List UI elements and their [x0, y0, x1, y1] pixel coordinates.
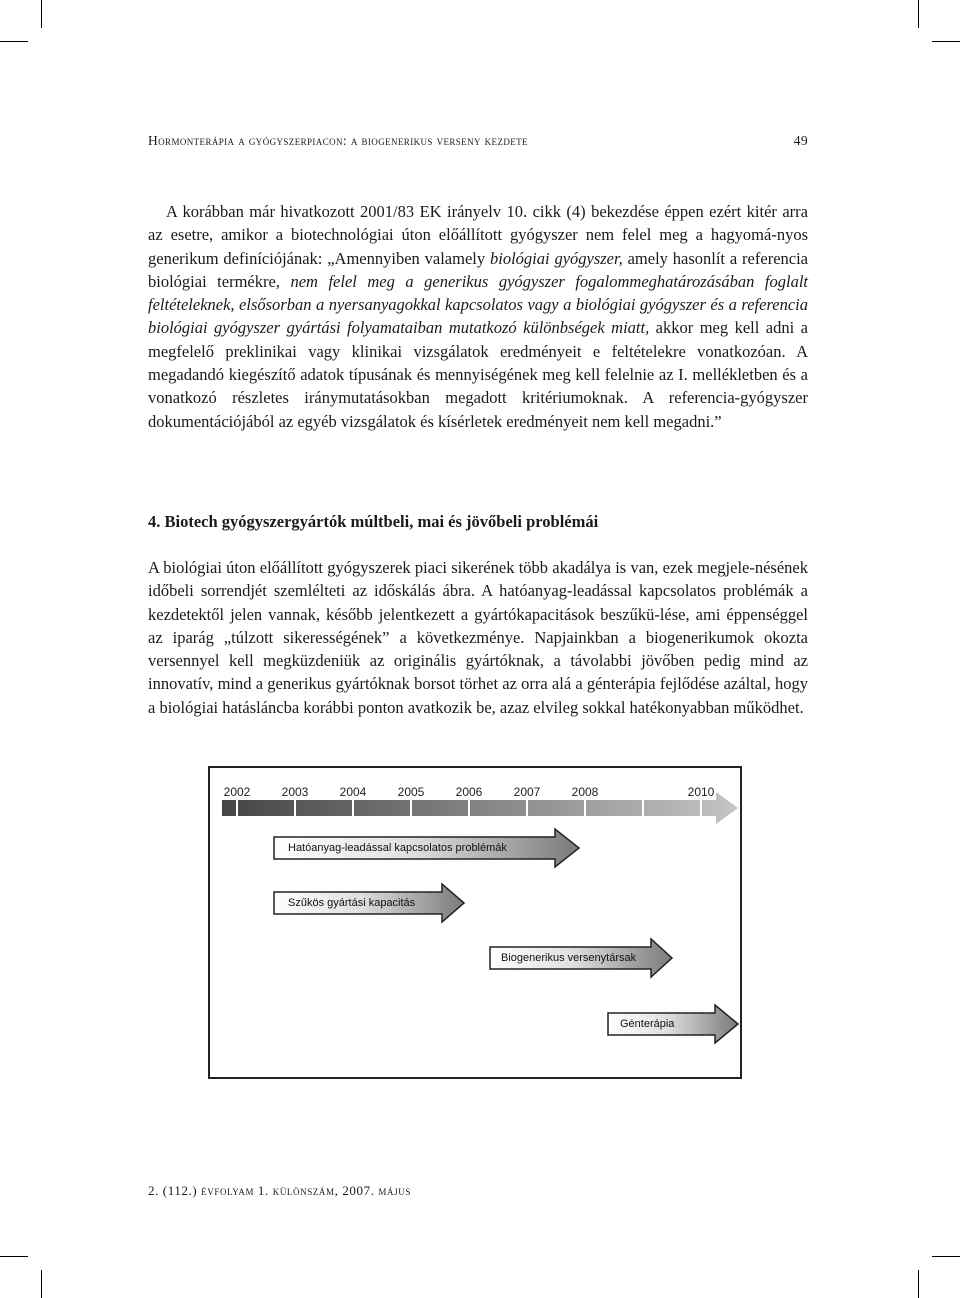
timeline-axis-arrow [222, 792, 738, 824]
crop-mark-bottom-right-v [918, 1270, 919, 1298]
paragraph-directive-quote [148, 200, 808, 433]
section-heading: 4. Biotech gyógyszergyártók múltbeli, mai és jövőbeli problémái [148, 512, 599, 531]
crop-mark-top-right-v [918, 0, 919, 28]
year-label: 2002 [223, 785, 251, 799]
year-label: 2004 [339, 785, 367, 799]
paragraph-italic: biológiai gyógyszer, [490, 248, 623, 268]
timeline-figure [208, 766, 742, 1079]
crop-mark-bottom-right-h [932, 1256, 960, 1257]
bar-label-capacity: Szűkös gyártási kapacitás [288, 897, 416, 909]
year-label: 2007 [513, 785, 541, 799]
page-header [148, 133, 808, 153]
paragraph-text: A korábban már hivatkozott 2001/83 EK irányelv 10. cikk (4) bekezdése éppen ezért kitér arra az esetre, amikor a biotechnológiai úton előállított gyógyszer nem felel meg a hagyomá-nyos generikum definíciójának: „Amennyiben valamely [148, 202, 808, 268]
year-label: 2003 [281, 785, 309, 799]
crop-mark-bottom-left-v [41, 1270, 42, 1298]
crop-mark-top-left-v [41, 0, 42, 28]
running-title: Hormonterápia a gyógyszerpiacon: a biogenerikus verseny kezdete [148, 133, 528, 148]
paragraph-text: akkor meg kell adni a megfelelő preklinikai vagy klinikai vizsgálatok eredményeit e feltételekre vonatkozóan. A megadandó kiegészítő adatok típusának és mennyiségének meg kell felelnie az I. mellékletben és a vonatkozó részletes iránymutatásokban megadott kritériumoknak. A referencia-gyógyszer dokumentációjából az egyéb vizsgálatok és kísérletek eredményeit nem kell megadni.” [148, 318, 809, 431]
paragraph-italic: nem felel meg a generikus gyógyszer fogalommeghatározásában foglalt feltételeknek, elsősorban a nyersanyagokkal kapcsolatos vagy a biológiai gyógyszer és a referencia biológiai gyógyszer gyártási folyamataiban mutatkozó különbségek miatt, [148, 271, 808, 338]
crop-mark-top-right-h [932, 41, 960, 42]
page-footer: 2. (112.) évfolyam 1. különszám, 2007. május [148, 1183, 411, 1198]
paragraph-text: amely hasonlít a referencia biológiai termékre, [148, 248, 808, 291]
paragraph-obstacles: A biológiai úton előállított gyógyszerek piaci sikerének több akadálya is van, ezek megjele-nésének időbeli sorrendjét szemlélteti az időskálás ábra. A hatóanyag-leadással kapcsolatos problémák a kezdetektől jelen vannak, később jelentkezett a gyártókapacitások beszűkü-lése, ami éppenséggel az iparág „túlzott sikerességének” a következménye. Napjainkban a biogenerikumok okozta versennyel kell megküzdeniük az originális gyártóknak, a távolabbi jövőben pedig mind az innovatív, mind a generikus gyártóknak borsot törhet az orra alá a génterápia fejlődése azáltal, hogy a biológiai hatásláncba korábbi ponton avatkozik be, azaz elvileg sokkal hatékonyabban működhet. [148, 558, 808, 717]
bar-label-drug-delivery: Hatóanyag-leadással kapcsolatos problémák [288, 842, 507, 854]
crop-mark-bottom-left-h [0, 1256, 28, 1257]
bar-label-biogenerics: Biogenerikus versenytársak [501, 952, 637, 964]
year-label: 2010 [687, 785, 715, 799]
year-label: 2005 [397, 785, 425, 799]
crop-mark-top-left-h [0, 41, 28, 42]
year-label: 2008 [571, 785, 599, 799]
page-number: 49 [793, 133, 808, 148]
year-label: 2006 [455, 785, 483, 799]
bar-label-gene-therapy: Génterápia [620, 1018, 675, 1030]
